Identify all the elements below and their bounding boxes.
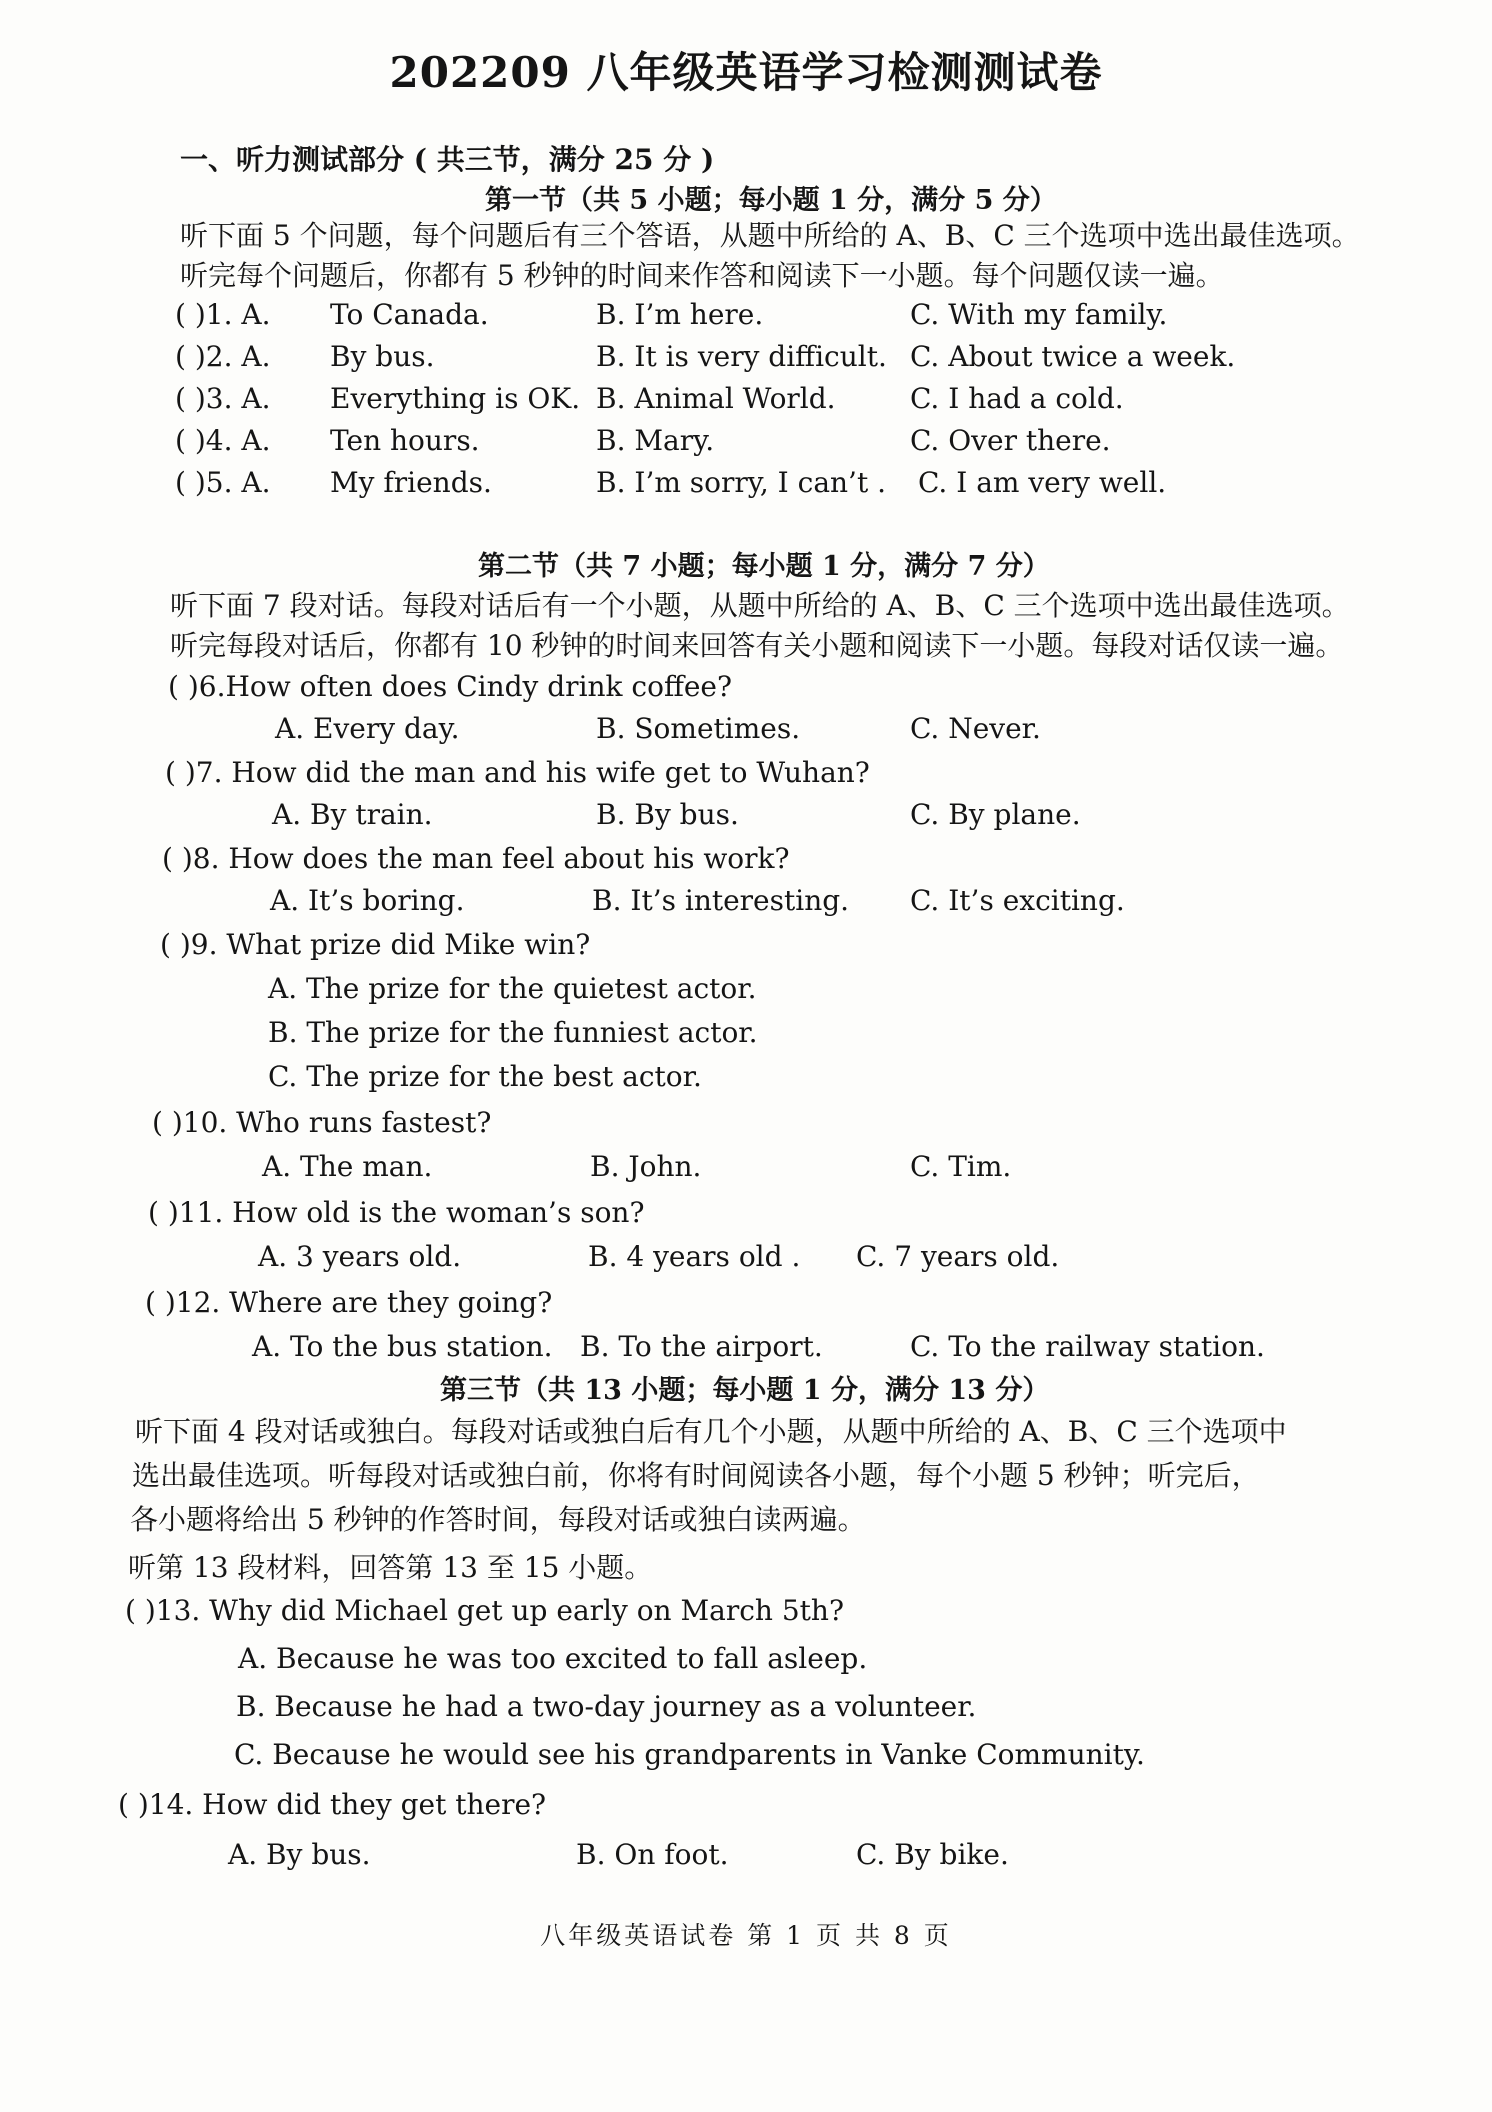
option-b: B. Mary. [596, 424, 715, 457]
option-a: A. To the bus station. [252, 1330, 553, 1363]
option-a: A. Every day. [275, 712, 460, 745]
option-b: B. To the airport. [580, 1330, 823, 1363]
option-b: B. I’m sorry, I can’t . [596, 466, 887, 499]
material-note: 听第 13 段材料，回答第 13 至 15 小题。 [128, 1551, 653, 1584]
option-b: B. 4 years old . [588, 1240, 801, 1273]
option-c: C. It’s exciting. [910, 884, 1125, 917]
option-c: C. I had a cold. [910, 382, 1124, 415]
instruction-line: 各小题将给出 5 秒钟的作答时间，每段对话或独白读两遍。 [130, 1503, 866, 1536]
option-c: C. Over there. [910, 424, 1111, 457]
option-c: C. I am very well. [918, 466, 1167, 499]
option-b: B. On foot. [576, 1838, 729, 1871]
question-stem-7: ( )7. How did the man and his wife get to Wuhan? [165, 756, 870, 789]
option-a: To Canada. [330, 298, 489, 331]
question-stem-10: ( )10. Who runs fastest? [152, 1106, 492, 1139]
question-stem-12: ( )12. Where are they going? [145, 1286, 553, 1319]
option-b: B. It is very difficult. [596, 340, 887, 373]
instruction-line: 听完每段对话后，你都有 10 秒钟的时间来回答有关小题和阅读下一小题。每段对话仅读一遍。 [170, 629, 1344, 662]
question-number: ( )4. A. [175, 424, 271, 457]
option-b: B. Because he had a two-day journey as a volunteer. [236, 1690, 977, 1723]
section-heading-3: 第三节（共 13 小题；每小题 1 分，满分 13 分） [440, 1375, 1050, 1406]
option-c: C. By plane. [910, 798, 1081, 831]
question-number: ( )2. A. [175, 340, 271, 373]
question-stem-14: ( )14. How did they get there? [118, 1788, 547, 1821]
option-a: Ten hours. [330, 424, 480, 457]
option-a: My friends. [330, 466, 492, 499]
option-a: By bus. [330, 340, 435, 373]
question-stem-9: ( )9. What prize did Mike win? [160, 928, 591, 961]
instruction-line: 听完每个问题后，你都有 5 秒钟的时间来作答和阅读下一小题。每个问题仅读一遍。 [180, 259, 1224, 292]
option-a: Everything is OK. [330, 382, 581, 415]
page-title: 202209 八年级英语学习检测测试卷 [389, 48, 1103, 97]
part-heading-listening: 一、听力测试部分 ( 共三节，满分 25 分 ) [180, 143, 715, 176]
question-stem-8: ( )8. How does the man feel about his work? [162, 842, 790, 875]
option-b: B. I’m here. [596, 298, 764, 331]
option-a: A. 3 years old. [258, 1240, 462, 1273]
option-a: A. Because he was too excited to fall asleep. [238, 1642, 868, 1675]
option-c: C. 7 years old. [856, 1240, 1060, 1273]
question-stem-13: ( )13. Why did Michael get up early on March 5th? [125, 1594, 844, 1627]
instruction-line: 选出最佳选项。听每段对话或独白前，你将有时间阅读各小题，每个小题 5 秒钟；听完后， [132, 1459, 1260, 1492]
option-a: A. By train. [272, 798, 433, 831]
option-b: B. By bus. [596, 798, 739, 831]
question-number: ( )3. A. [175, 382, 271, 415]
section-heading-2: 第二节（共 7 小题；每小题 1 分，满分 7 分） [478, 551, 1050, 582]
option-b: B. John. [590, 1150, 702, 1183]
option-b: B. Animal World. [596, 382, 836, 415]
option-b: B. It’s interesting. [592, 884, 850, 917]
option-a: A. The prize for the quietest actor. [268, 972, 757, 1005]
instruction-line: 听下面 7 段对话。每段对话后有一个小题，从题中所给的 A、B、C 三个选项中选出最佳选项。 [170, 589, 1350, 622]
option-c: C. With my family. [910, 298, 1168, 331]
option-c: C. To the railway station. [910, 1330, 1265, 1363]
option-a: A. The man. [262, 1150, 433, 1183]
option-c: C. Because he would see his grandparents in Vanke Community. [234, 1738, 1145, 1771]
option-c: C. The prize for the best actor. [268, 1060, 702, 1093]
option-c: C. Never. [910, 712, 1041, 745]
section-heading-1: 第一节（共 5 小题；每小题 1 分，满分 5 分） [485, 185, 1057, 216]
instruction-line: 听下面 4 段对话或独白。每段对话或独白后有几个小题，从题中所给的 A、B、C 三个选项中 [135, 1415, 1287, 1448]
option-b: B. Sometimes. [596, 712, 801, 745]
instruction-line: 听下面 5 个问题，每个问题后有三个答语，从题中所给的 A、B、C 三个选项中选出最佳选项。 [180, 219, 1360, 252]
question-stem-11: ( )11. How old is the woman’s son? [148, 1196, 645, 1229]
question-number: ( )1. A. [175, 298, 271, 331]
option-c: C. By bike. [856, 1838, 1009, 1871]
option-c: C. Tim. [910, 1150, 1012, 1183]
option-a: A. By bus. [228, 1838, 371, 1871]
question-stem-6: ( )6.How often does Cindy drink coffee? [168, 670, 733, 703]
option-a: A. It’s boring. [270, 884, 465, 917]
question-number: ( )5. A. [175, 466, 271, 499]
option-b: B. The prize for the funniest actor. [268, 1016, 758, 1049]
page-footer: 八年级英语试卷 第 1 页 共 8 页 [540, 1921, 952, 1950]
option-c: C. About twice a week. [910, 340, 1236, 373]
